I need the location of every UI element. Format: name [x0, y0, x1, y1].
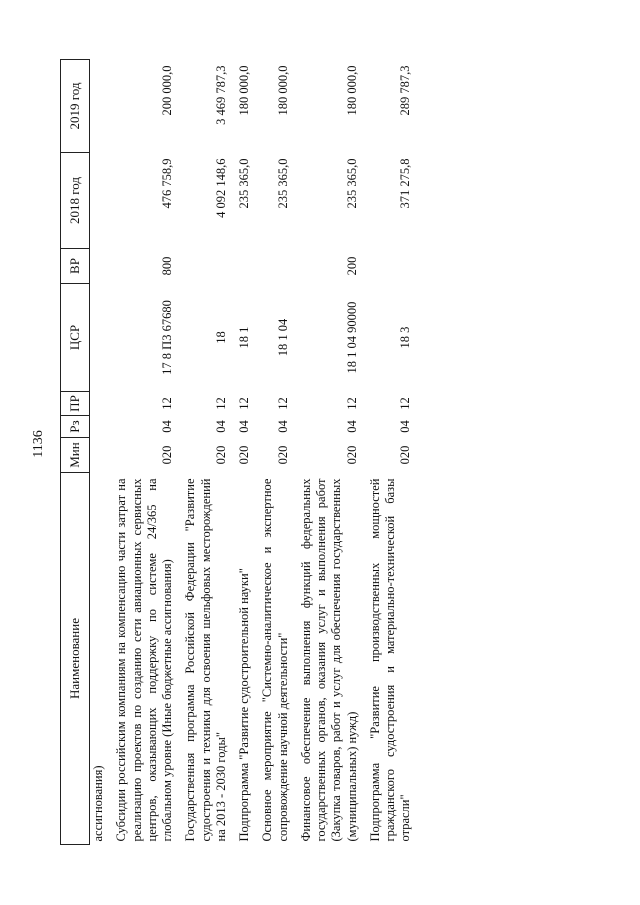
row-vr	[252, 249, 291, 284]
row-rz: 04	[344, 420, 359, 433]
row-name: Основное мероприятие "Системно-аналитическое и экспертное сопровождение научной деятельности"	[260, 478, 290, 842]
row-2019: 180 000,0	[344, 65, 359, 116]
row-rz: 04	[275, 420, 290, 433]
table-row	[360, 60, 414, 845]
row-rz: 04	[398, 420, 413, 433]
row-min: 020	[213, 445, 228, 465]
row-vr	[175, 249, 229, 284]
header-csr: ЦСР	[61, 284, 90, 392]
row-2018: 235 365,0	[344, 158, 359, 209]
header-name: Наименование	[61, 473, 90, 845]
row-2019: 180 000,0	[237, 65, 251, 116]
table-header	[61, 60, 90, 845]
table-row	[175, 60, 229, 845]
header-rz: Рз	[61, 416, 90, 438]
row-rz: 04	[237, 420, 251, 433]
row-2018: 4 092 148,6	[213, 158, 228, 218]
row-name: Подпрограмма "Развитие производственных мощностей гражданского судостроения и материально-технической базы отрасли"	[367, 478, 413, 842]
continuation-text: ассигнования)	[91, 765, 105, 842]
row-2018: 371 275,8	[398, 158, 413, 209]
row-pr: 12	[398, 397, 413, 410]
row-2018: 235 365,0	[275, 158, 290, 209]
row-name: Подпрограмма "Развитие судостроительной науки"	[237, 568, 251, 842]
row-vr: 800	[160, 256, 174, 276]
table-row	[106, 60, 175, 845]
row-min: 020	[237, 445, 251, 465]
row-pr: 12	[213, 397, 228, 410]
row-csr: 18 1 04	[275, 318, 290, 357]
row-vr	[229, 249, 252, 284]
header-min: Мин	[61, 438, 90, 473]
header-pr: ПР	[61, 392, 90, 416]
row-vr: 200	[344, 256, 359, 276]
row-2018: 235 365,0	[237, 158, 251, 209]
row-csr: 17 8 П3 67680	[160, 300, 174, 375]
row-2019: 200 000,0	[160, 65, 174, 116]
header-2019: 2019 год	[61, 60, 90, 153]
row-name: Государственная программа Российской Федерации "Развитие судостроения и техники для освоения шельфовых месторождений на 2013 - 2030 годы"	[183, 478, 228, 842]
row-pr: 12	[160, 397, 174, 410]
row-2019: 3 469 787,3	[213, 65, 228, 125]
page-number: 1136	[31, 430, 46, 458]
row-csr: 18 1	[237, 326, 251, 349]
row-pr: 12	[344, 397, 359, 410]
row-csr: 18 3	[398, 326, 413, 349]
table-row	[252, 60, 291, 845]
table-row	[291, 60, 360, 845]
budget-table-rotated	[60, 60, 585, 845]
row-2019: 180 000,0	[275, 65, 290, 116]
row-min: 020	[275, 445, 290, 465]
row-vr	[360, 249, 414, 284]
row-min: 020	[160, 445, 174, 465]
row-name: Субсидии российским компаниям на компенсацию части затрат на реализацию проектов по созданию сети авиационных сервисных центров, оказывающих поддержку по системе 24/365 на глобальном уровне (Иные бюджетные ассигнования)	[114, 478, 174, 842]
continuation-row	[90, 60, 107, 845]
row-name: Финансовое обеспечение выполнения функций федеральных государственных органов, оказания услуг и выполнения работ (Закупка товаров, работ и услуг для обеспечения государственных (муниципальных) нужд)	[298, 478, 359, 842]
row-2019: 289 787,3	[398, 65, 413, 116]
row-2018: 476 758,9	[160, 158, 174, 209]
table-row	[229, 60, 252, 845]
budget-table	[60, 59, 414, 845]
header-vr: ВР	[61, 249, 90, 284]
row-rz: 04	[160, 420, 174, 433]
header-2018: 2018 год	[61, 153, 90, 249]
row-pr: 12	[237, 397, 251, 410]
row-csr: 18	[213, 331, 228, 344]
row-rz: 04	[213, 420, 228, 433]
row-min: 020	[344, 445, 359, 465]
row-min: 020	[398, 445, 413, 465]
row-csr: 18 1 04 90000	[344, 301, 359, 374]
row-pr: 12	[275, 397, 290, 410]
